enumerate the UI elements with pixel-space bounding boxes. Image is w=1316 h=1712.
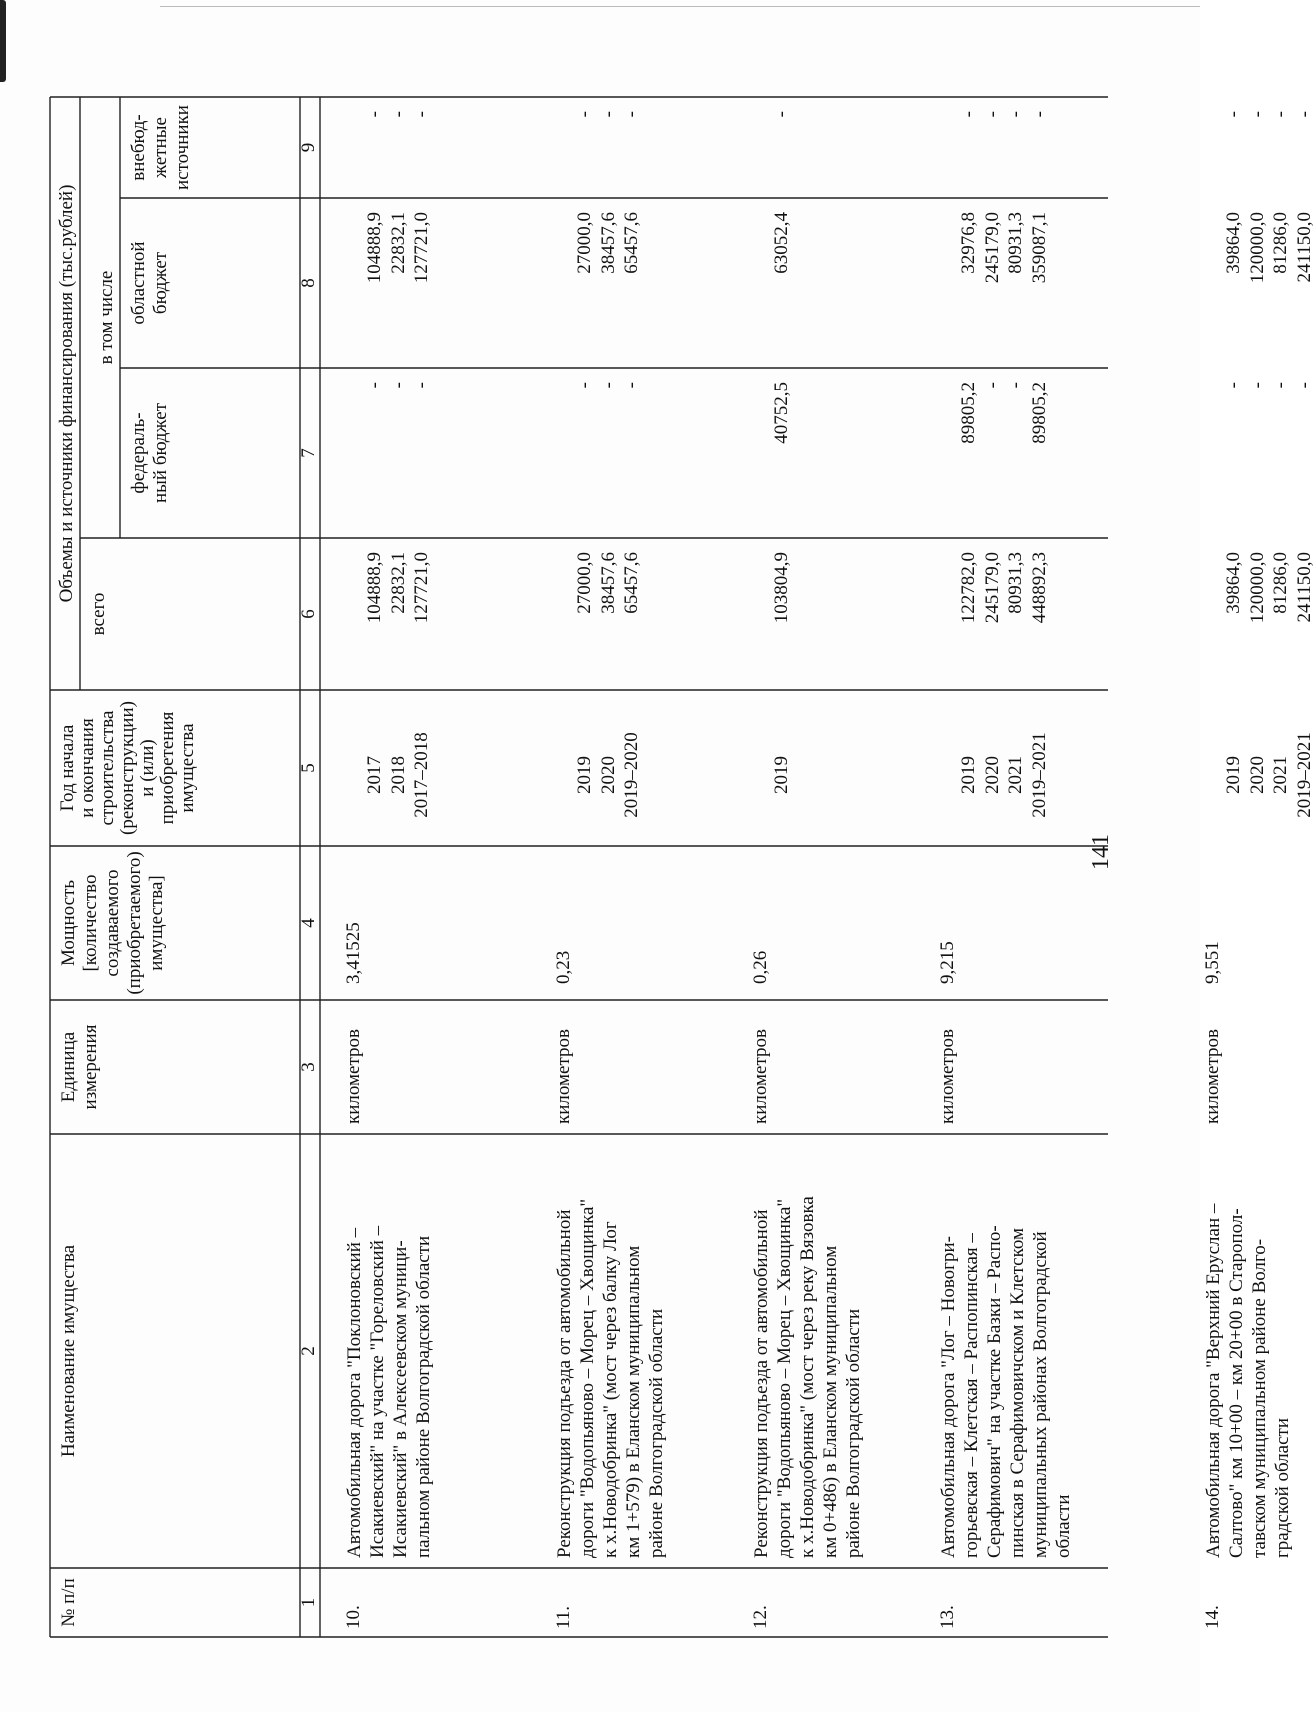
row-regional [1222, 212, 1316, 368]
row-federal [1222, 382, 1316, 538]
row-federal-value: 89805,2 [958, 382, 979, 444]
header-extra [128, 97, 194, 198]
row-name-line: Автомобильная дорога "Лог – Новогри- [938, 1236, 959, 1558]
row-extra-value: - [387, 111, 409, 118]
row-federal-value: - [621, 382, 642, 389]
column-number: 3 [298, 1062, 319, 1072]
row-name-line: пинская в Серафимовичском и Клетском [1007, 1227, 1028, 1558]
row-capacity: 0,23 [553, 950, 574, 984]
row-regional-value: 245179,0 [981, 212, 1003, 284]
row-name-line: пальном районе Волгоградской области [413, 1235, 434, 1558]
row-total-value: 39864,0 [1223, 552, 1244, 614]
header-regional-line: областной [128, 241, 149, 325]
row-total [1222, 552, 1316, 690]
row-federal-value: - [364, 382, 385, 389]
row-total-value: 127721,0 [411, 552, 432, 624]
row-total-value: 80931,3 [1005, 552, 1026, 614]
row-name-line: области [1053, 1494, 1074, 1558]
row-regional-value: 127721,0 [411, 212, 432, 284]
column-number: 1 [298, 1597, 319, 1608]
row-name-line: горьевская – Клетская – Распопинская – [961, 1233, 982, 1558]
row-name-line: км 0+486) в Еланском муниципальном [820, 1245, 841, 1558]
row-regional-value: 359087,1 [1028, 212, 1050, 284]
header-capacity-line: Мощность [58, 879, 79, 967]
column-number: 5 [298, 763, 319, 773]
row-federal-value: 89805,2 [1028, 382, 1050, 444]
column-number: 2 [298, 1346, 319, 1356]
row-extra [363, 111, 434, 198]
row-number: 13. [937, 1605, 958, 1629]
page-number: 141 [1088, 834, 1114, 870]
row-years-value: 2020 [1246, 756, 1268, 794]
row-name-line: Реконструкция подъезда от автомобильной [751, 1209, 772, 1558]
row-name-line: Исакиевский" на участке "Гореловский – [367, 1225, 388, 1558]
row-regional-value: 241150,0 [1293, 212, 1315, 283]
column-number: 8 [298, 278, 319, 288]
row-total-value: 245179,0 [981, 552, 1003, 624]
row-federal-value: - [1293, 382, 1315, 389]
row-total-value: 27000,0 [574, 552, 595, 614]
row-regional-value: 120000,0 [1246, 212, 1268, 284]
row-capacity: 3,41525 [343, 922, 364, 984]
row-years-value: 2018 [387, 756, 409, 794]
row-years-value: 2019 [1223, 756, 1244, 794]
row-unit: километров [343, 1029, 364, 1124]
header-years-line: имущества [177, 723, 198, 813]
row-regional [573, 212, 644, 368]
row-years-value: 2017–2018 [411, 732, 432, 818]
header-extra-line: жетные [150, 117, 171, 178]
row-regional-value: 39864,0 [1223, 212, 1244, 274]
header-capacity-line: создаваемого [102, 869, 123, 977]
row-regional-value: 63052,4 [771, 212, 792, 274]
row-name [553, 1134, 668, 1568]
header-capacity-line: (приобретаемого) [124, 851, 145, 995]
row-extra-value: - [1270, 111, 1291, 118]
header-name: Наименование имущества [58, 1244, 79, 1458]
row-unit: километров [750, 1029, 771, 1124]
column-number: 4 [298, 918, 319, 928]
row-years-value: 2019–2020 [621, 732, 642, 818]
row-years-value: 2019 [958, 756, 979, 794]
row-regional-value: 104888,9 [364, 212, 385, 284]
row-name-line: районе Волгоградской области [646, 1308, 667, 1558]
header-federal-line: ный бюджет [150, 402, 171, 504]
row-total [770, 552, 794, 690]
row-regional-value: 32976,8 [958, 212, 979, 274]
header-number: № п/п [58, 1578, 79, 1627]
row-extra [957, 111, 1051, 198]
row-extra-value: - [1005, 111, 1026, 118]
row-extra-value: - [1246, 111, 1268, 118]
row-years [1222, 704, 1316, 846]
row-years-value: 2019–2021 [1028, 732, 1050, 818]
row-unit: километров [553, 1029, 574, 1124]
row-name-line: тавском муниципальном районе Волго- [1249, 1238, 1270, 1558]
row-years [770, 704, 794, 846]
header-total: всего [88, 592, 109, 636]
row-name-line: Салтово" км 10+00 – км 20+00 в Старопол- [1226, 1208, 1247, 1558]
header-years [58, 690, 198, 846]
row-federal [957, 382, 1051, 538]
header-years-line: и окончания [77, 718, 98, 818]
header-regional-line: бюджет [150, 251, 171, 315]
header-regional [128, 198, 172, 368]
header-years-line: (реконструкции) [117, 701, 138, 835]
row-federal-value: - [411, 382, 432, 389]
row-federal [573, 382, 644, 538]
row-extra [1222, 111, 1316, 198]
row-regional-value: 80931,3 [1005, 212, 1026, 274]
row-total-value: 65457,6 [621, 552, 642, 614]
header-unit: Единица измерения [58, 1024, 101, 1110]
row-name [750, 1134, 865, 1568]
header-financing: Объемы и источники финансирования (тыс.рублей) [56, 184, 77, 603]
header-years-line: и (или) [137, 739, 158, 797]
row-extra [770, 111, 794, 198]
row-years-value: 2019 [574, 756, 595, 794]
row-federal [770, 382, 794, 538]
row-total-value: 22832,1 [387, 552, 409, 614]
row-total-value: 81286,0 [1270, 552, 1291, 614]
row-total [573, 552, 644, 690]
header-years-line: строительства [97, 710, 118, 826]
row-federal-value: - [1246, 382, 1268, 389]
row-regional [770, 212, 794, 368]
row-unit: километров [1202, 1029, 1223, 1124]
row-years-value: 2017 [364, 756, 385, 794]
row-years-value: 2020 [597, 756, 619, 794]
row-regional-value: 65457,6 [621, 212, 642, 274]
row-federal-value: - [1270, 382, 1291, 389]
row-regional-value: 81286,0 [1270, 212, 1291, 274]
row-name-line: районе Волгоградской области [843, 1308, 864, 1558]
column-number: 9 [298, 142, 319, 153]
row-years-value: 2020 [981, 756, 1003, 794]
row-regional [957, 212, 1051, 368]
row-years-value: 2019 [771, 756, 792, 794]
row-federal-value: - [981, 382, 1003, 389]
header-extra-line: внебюд- [128, 114, 149, 181]
row-years [957, 704, 1051, 846]
row-unit: километров [937, 1029, 958, 1124]
row-total-value: 122782,0 [958, 552, 979, 624]
header-capacity-line: имущества] [146, 875, 167, 971]
header-extra-line: источники [172, 105, 193, 190]
column-number: 7 [298, 448, 319, 458]
row-regional-value: 27000,0 [574, 212, 595, 274]
row-capacity: 9,215 [937, 941, 958, 984]
row-federal-value: - [387, 382, 409, 389]
row-years-value: 2021 [1005, 756, 1026, 794]
row-total-value: 120000,0 [1246, 552, 1268, 624]
row-years-value: 2021 [1270, 756, 1291, 794]
row-extra-value: - [621, 111, 642, 118]
row-name-line: Серафимович" на участке Базки – Распо- [984, 1225, 1005, 1558]
row-name-line: Автомобильная дорога "Поклоновский – [344, 1227, 365, 1558]
row-extra-value: - [1028, 111, 1050, 118]
row-total [363, 552, 434, 690]
row-name [1202, 1134, 1294, 1568]
row-number: 12. [750, 1605, 771, 1629]
row-extra-value: - [771, 111, 792, 118]
row-capacity: 0,26 [750, 950, 771, 984]
row-name-line: к х.Новодобринка" (мост через балку Лог [600, 1221, 621, 1558]
row-regional [363, 212, 434, 368]
row-extra-value: - [574, 111, 595, 118]
row-total-value: 103804,9 [771, 552, 792, 624]
row-name-line: Исакиевский" в Алексеевском муници- [390, 1240, 411, 1558]
header-capacity [58, 846, 168, 1000]
column-number: 6 [298, 609, 319, 619]
row-federal-value: 40752,5 [771, 382, 792, 444]
row-federal-value: - [1005, 382, 1026, 389]
row-name-line: дороги "Водопьяново – Морец – Хвощинка" [577, 1198, 598, 1558]
row-name-line: Автомобильная дорога "Верхний Еруслан – [1203, 1203, 1224, 1558]
row-number: 14. [1202, 1605, 1223, 1629]
row-total-value: 448892,3 [1028, 552, 1050, 624]
row-total-value: 241150,0 [1293, 552, 1315, 623]
row-years-value: 2019–2021 [1293, 732, 1315, 818]
row-federal-value: - [1223, 382, 1244, 389]
row-extra-value: - [597, 111, 619, 118]
row-federal-value: - [597, 382, 619, 389]
row-capacity: 9,551 [1202, 941, 1223, 984]
row-name-line: к х.Новодобринка" (мост через реку Вязовка [797, 1196, 818, 1558]
row-name-line: градской области [1272, 1417, 1293, 1558]
header-federal [128, 368, 172, 538]
header-including: в том числе [96, 270, 117, 365]
row-regional-value: 22832,1 [387, 212, 409, 274]
row-federal [363, 382, 434, 538]
row-name [937, 1134, 1075, 1568]
row-extra-value: - [364, 111, 385, 118]
row-years [363, 704, 434, 846]
row-extra-value: - [1293, 111, 1315, 118]
header-federal-line: федераль- [128, 412, 149, 494]
row-total [957, 552, 1051, 690]
row-name-line: Реконструкция подъезда от автомобильной [554, 1209, 575, 1558]
row-years [573, 704, 644, 846]
row-number: 10. [343, 1605, 364, 1629]
header-capacity-line: [количество [80, 874, 101, 972]
header-years-line: Год начала [57, 724, 78, 812]
row-extra-value: - [1223, 111, 1244, 118]
row-extra-value: - [958, 111, 979, 118]
row-name-line: км 1+579) в Еланском муниципальном [623, 1245, 644, 1558]
row-regional-value: 38457,6 [597, 212, 619, 274]
row-number: 11. [553, 1605, 574, 1629]
row-extra [573, 111, 644, 198]
row-total-value: 38457,6 [597, 552, 619, 614]
row-federal-value: - [574, 382, 595, 389]
row-extra-value: - [981, 111, 1003, 118]
row-total-value: 104888,9 [364, 552, 385, 624]
row-name-line: дороги "Водопьяново – Морец – Хвощинка" [774, 1198, 795, 1558]
header-years-line: приобретения [157, 711, 178, 825]
row-name [343, 1134, 435, 1568]
row-extra-value: - [411, 111, 432, 118]
row-name-line: муниципальных районах Волгоградской [1030, 1231, 1051, 1558]
